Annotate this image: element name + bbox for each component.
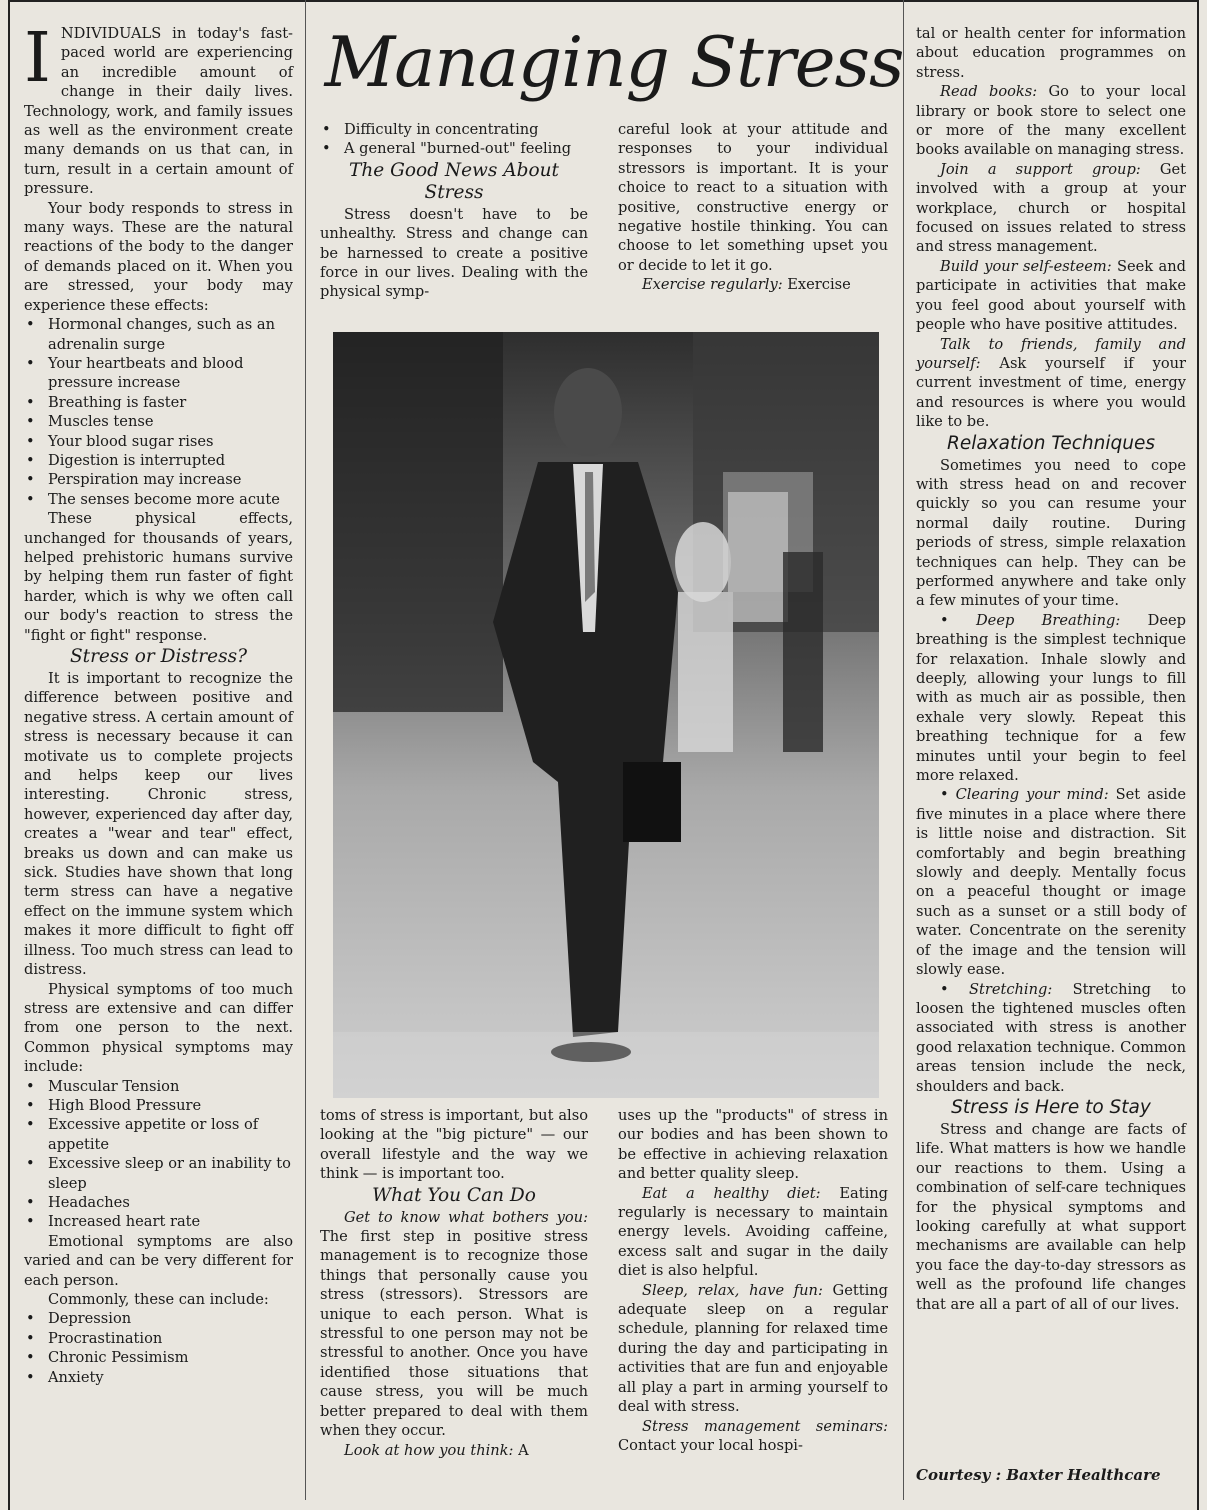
list-item: • Perspiration may increase — [24, 470, 293, 489]
body-paragraph: • Clearing your mind: Set aside five minutes in a place where there is little noise and distraction. Sit comfortably and begin breathing slowly and deeply. Mentally focus on a peaceful thought or image such as a sunset or a still body of water. Concentrate on the serenity of the image and the tension will slowly ease. — [916, 786, 1186, 979]
body-paragraph: Talk to friends, family and yourself: Ask yourself if your current investment of time, energy and resources is where you would like to be. — [916, 335, 1186, 431]
list-item: • Hormonal changes, such as an adrenalin surge — [24, 315, 293, 354]
list-item: • Excessive appetite or loss of appetite — [24, 1115, 293, 1154]
list-item: • High Blood Pressure — [24, 1096, 293, 1115]
list-item: • A general "burned-out" feeling — [320, 139, 588, 158]
column-2-bottom — [320, 1106, 588, 1460]
body-paragraph: • Stretching: Stretching to loosen the tightened muscles often associated with stress is another good relaxation technique. Common areas tension include the neck, shoulders and back. — [916, 980, 1187, 1095]
body-paragraph: Sleep, relax, have fun: Getting adequate sleep on a regular schedule, planning for relaxed time during the day and participating in activities that are fun and enjoyable all play a part in arming yourself to deal with stress. — [618, 1281, 888, 1416]
body-paragraph: Stress management seminars: Contact your local hospi- — [618, 1417, 888, 1454]
list-item: • The senses become more acute — [24, 490, 293, 509]
list-item: • Depression — [24, 1309, 293, 1328]
list-item: • Increased heart rate — [24, 1212, 293, 1231]
list-item: • Muscular Tension — [24, 1077, 293, 1096]
column-1 — [24, 19, 293, 1387]
body-paragraph: • Deep Breathing: Deep breathing is the simplest technique for relaxation. Inhale slowly and deeply, allowing your lungs to fill with as much air as possible, then exhale very slowly. Repeat this breathing technique for a few minutes until your begin to feel more relaxed. — [916, 611, 1186, 785]
subheading-stress-is-here-to-stay: Stress is Here to Stay — [951, 1096, 1151, 1118]
physical-symptoms-list — [24, 1077, 293, 1232]
subheading-what-you-can-do: What You Can Do — [372, 1184, 536, 1206]
body-paragraph: uses up the "products" of stress in our bodies and has been shown to be effective in achieving relaxation and better quality sleep. — [618, 1107, 888, 1183]
list-item: • Breathing is faster — [24, 393, 293, 412]
body-paragraph: Exercise regularly: Exercise — [642, 276, 851, 294]
emotional-symptoms-list-continued — [320, 120, 588, 159]
body-paragraph: Your body responds to stress in many ways. These are the natural reactions of the body to the danger of demands placed on it. When you are stressed, your body may experience these effects: — [24, 199, 293, 314]
body-paragraph: Look at how you think: A — [344, 1441, 529, 1459]
photo-illustration — [333, 332, 879, 1098]
list-item: • Excessive sleep or an inability to sleep — [24, 1154, 293, 1193]
list-item: • Muscles tense — [24, 412, 293, 431]
body-paragraph: toms of stress is important, but also looking at the "big picture" — our overall lifestyle and the way we think — is important too. — [320, 1107, 588, 1183]
subheading-stress-or-distress: Stress or Distress? — [69, 646, 247, 667]
body-paragraph: tal or health center for information about education programmes on stress. — [916, 25, 1186, 81]
body-paragraph: Eat a healthy diet: Eating regularly is necessary to maintain energy levels. Avoiding caffeine, excess salt and sugar in the daily diet is also helpful. — [618, 1184, 888, 1280]
body-paragraph: Physical symptoms of too much stress are extensive and can differ from one person to the next. Common physical symptoms may include: — [24, 980, 293, 1076]
column-2-top — [320, 120, 588, 302]
list-item: • Your blood sugar rises — [24, 432, 293, 451]
list-item: • Difficulty in concentrating — [320, 120, 588, 139]
list-item: • Your heartbeats and blood pressure increase — [24, 354, 293, 393]
list-item: • Chronic Pessimism — [24, 1348, 293, 1367]
top-border-rule — [8, 0, 1199, 2]
emotional-symptoms-list — [24, 1309, 293, 1387]
list-item: • Headaches — [24, 1193, 293, 1212]
body-paragraph: Join a support group: Get involved with a group at your workplace, church or hospital focused on issues related to stress and stress management. — [916, 160, 1186, 256]
list-item: • Procrastination — [24, 1329, 293, 1348]
body-paragraph: Emotional symptoms are also varied and can be very different for each person. — [24, 1232, 293, 1289]
left-border-rule — [8, 0, 10, 1510]
right-border-rule — [1197, 0, 1199, 1510]
list-item: • Anxiety — [24, 1368, 293, 1387]
list-item: • Digestion is interrupted — [24, 451, 293, 470]
courtesy-credit: Courtesy : Baxter Healthcare — [916, 1466, 1161, 1484]
body-paragraph: Get to know what bothers you: The first step in positive stress management is to recognize those things that personally cause you stress (stressors). Stressors are unique to each person. What is stressful to one person may not be stressful to another. Once you have identified those situations that cause stress, you will be much better prepared to deal with them when they occur. — [320, 1208, 588, 1440]
subheading-good-news: The Good News About Stress — [349, 159, 559, 203]
headline: Managing Stress — [324, 23, 904, 103]
body-paragraph: Stress and change are facts of life. What matters is how we handle our reactions to them. Using a combination of self-care techniques for the physical symptoms and looking carefully at what support mechanisms are available can help you face the day-to-day stressors as well as the profound life changes that are all a part of all of our lives. — [916, 1120, 1186, 1313]
column-3-bottom — [618, 1106, 888, 1455]
intro-paragraph: INDIVIDUALS in today's fast-paced world are experiencing an incredible amount of change in their daily lives. Technology, work, and family issues as well as the environment create many demands on us that can, in turn, result in a certain amount of pressure. — [24, 19, 293, 198]
column-3-top — [618, 120, 888, 295]
body-paragraph: Build your self-esteem: Seek and participate in activities that make you feel good about yourself with people who have positive attitudes. — [916, 257, 1186, 334]
body-paragraph: Stress doesn't have to be unhealthy. Stress and change can be harnessed to create a positive force in our lives. Dealing with the physical symp- — [320, 205, 588, 301]
body-paragraph: It is important to recognize the difference between positive and negative stress. A certain amount of stress is necessary because it can motivate us to complete projects and helps keep our lives interesting. Chronic stress, however, experienced day after day, creates a "wear and tear" effect, breaks us down and can make us sick. Studies have shown that long term stress can have a negative effect on the immune system which makes it more difficult to fight off illness. Too much stress can lead to distress. — [24, 670, 293, 979]
body-paragraph: Read books: Go to your local library or book store to select one or more of the many excellent books available on managing stress. — [916, 83, 1186, 159]
column-rule-3 — [903, 0, 904, 1500]
body-paragraph: careful look at your attitude and responses to your individual stressors is important. It is your choice to react to a situation with positive, constructive energy or negative hostile thinking. You can choose to let something upset you or decide to let it go. — [618, 121, 888, 274]
stress-effects-list — [24, 315, 293, 509]
man-walking-photo — [333, 332, 879, 1098]
body-paragraph: These physical effects, unchanged for thousands of years, helped prehistoric humans survive by helping them run faster of fight harder, which is why we often call our body's reaction to stress the "fight or fight" response. — [24, 510, 293, 644]
drop-cap: I — [24, 19, 51, 98]
subheading-relaxation-techniques: Relaxation Techniques — [947, 432, 1155, 454]
column-4 — [916, 24, 1186, 1314]
column-rule-1 — [305, 0, 306, 1500]
body-paragraph: Sometimes you need to cope with stress head on and recover quickly so you can resume your normal daily routine. During periods of stress, simple relaxation techniques can help. They can be performed anywhere and take only a few minutes of your time. — [916, 456, 1186, 610]
body-paragraph: Commonly, these can include: — [48, 1291, 269, 1308]
